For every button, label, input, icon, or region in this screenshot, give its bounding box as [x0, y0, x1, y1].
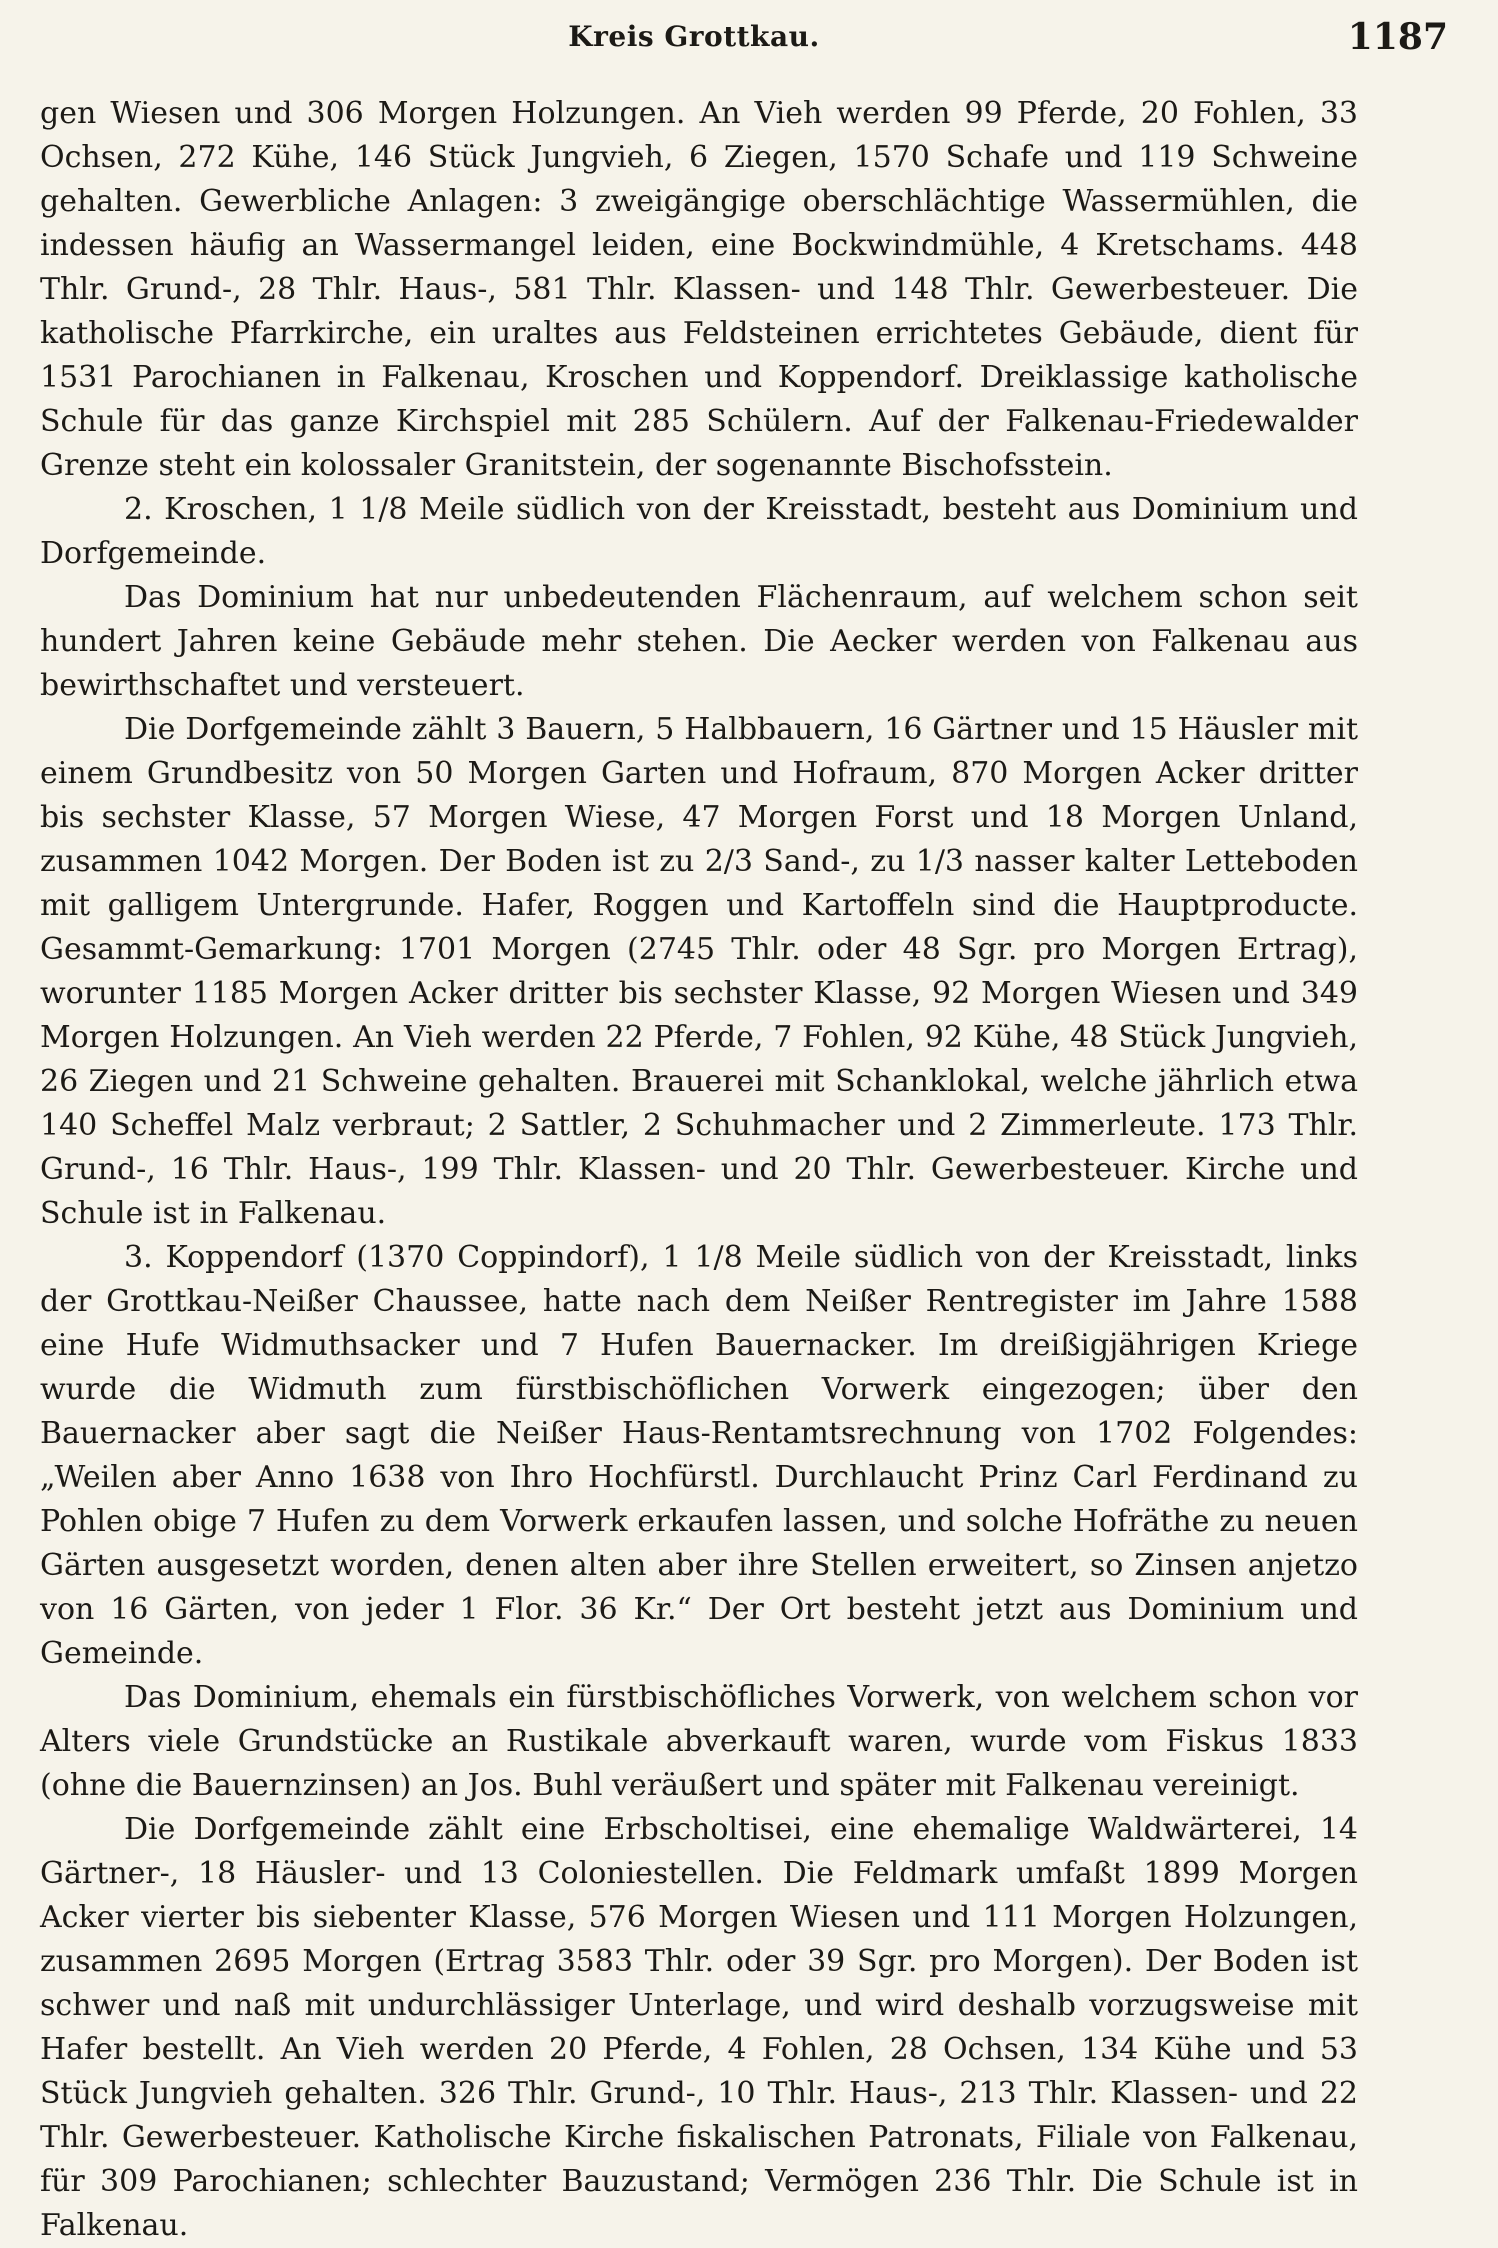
paragraph-koppendorf-intro: 3. Koppendorf (1370 Coppindorf), 1 1/8 Meile südlich von der Kreisstadt, links der Grottkau-Neißer Chaussee, hatte nach dem Neißer Rentregister im Jahre 1588 eine Hufe Widmuthsacker und 7 Hufen Bauernacker. Im dreißigjährigen Kriege wurde die Widmuth zum fürstbischöflichen Vorwerk eingezogen; über den Bauernacker aber sagt die Neißer Haus-Rentamtsrechnung von 1702 Folgendes: „Weilen aber Anno 1638 von Ihro Hochfürstl. Durchlaucht Prinz Carl Ferdinand zu Pohlen obige 7 Hufen zu dem Vorwerk erkaufen lassen, und solche Hofräthe zu neuen Gärten ausgesetzt worden, denen alten aber ihre Stellen erweitert, so Zinsen anjetzo von 16 Gärten, von jeder 1 Flor. 36 Kr.“ Der Ort besteht jetzt aus Dominium und Gemeinde. — [40, 1240, 1358, 1671]
body-text — [40, 92, 1358, 2248]
paragraph-falkenau-continued: gen Wiesen und 306 Morgen Holzungen. An Vieh werden 99 Pferde, 20 Fohlen, 33 Ochsen, 272 Kühe, 146 Stück Jungvieh, 6 Ziegen, 1570 Schafe und 119 Schweine gehalten. Gewerbliche Anlagen: 3 zweigängige oberschlächtige Wassermühlen, die indessen häufig an Wassermangel leiden, eine Bockwindmühle, 4 Kretschams. 448 Thlr. Grund-, 28 Thlr. Haus-, 581 Thlr. Klassen- und 148 Thlr. Gewerbesteuer. Die katholische Pfarrkirche, ein uraltes aus Feldsteinen errichtetes Gebäude, dient für 1531 Parochianen in Falkenau, Kroschen und Koppendorf. Dreiklassige katholische Schule für das ganze Kirchspiel mit 285 Schülern. Auf der Falkenau-Friedewalder Grenze steht ein kolossaler Granitstein, der sogenannte Bischofsstein. — [40, 96, 1358, 483]
paragraph-koppendorf-dominium: Das Dominium, ehemals ein fürstbischöfliches Vorwerk, von welchem schon vor Alters viele Grundstücke an Rustikale abverkauft waren, wurde vom Fiskus 1833 (ohne die Bauernzinsen) an Jos. Buhl veräußert und später mit Falkenau vereinigt. — [40, 1680, 1358, 1803]
paragraph-koppendorf-dorfgemeinde: Die Dorfgemeinde zählt eine Erbscholtisei, eine ehemalige Waldwärterei, 14 Gärtner-, 18 Häusler- und 13 Coloniestellen. Die Feldmark umfaßt 1899 Morgen Acker vierter bis siebenter Klasse, 576 Morgen Wiesen und 111 Morgen Holzungen, zusammen 2695 Morgen (Ertrag 3583 Thlr. oder 39 Sgr. pro Morgen). Der Boden ist schwer und naß mit undurchlässiger Unterlage, und wird deshalb vorzugsweise mit Hafer bestellt. An Vieh werden 20 Pferde, 4 Fohlen, 28 Ochsen, 134 Kühe und 53 Stück Jungvieh gehalten. 326 Thlr. Grund-, 10 Thlr. Haus-, 213 Thlr. Klassen- und 22 Thlr. Gewerbesteuer. Katholische Kirche fiskalischen Patronats, Filiale von Falkenau, für 309 Parochianen; schlechter Bauzustand; Vermögen 236 Thlr. Die Schule ist in Falkenau. — [40, 1812, 1358, 2243]
paragraph-kroschen-dorfgemeinde: Die Dorfgemeinde zählt 3 Bauern, 5 Halbbauern, 16 Gärtner und 15 Häusler mit einem Grundbesitz von 50 Morgen Garten und Hofraum, 870 Morgen Acker dritter bis sechster Klasse, 57 Morgen Wiese, 47 Morgen Forst und 18 Morgen Unland, zusammen 1042 Morgen. Der Boden ist zu 2/3 Sand-, zu 1/3 nasser kalter Letteboden mit galligem Untergrunde. Hafer, Roggen und Kartoffeln sind die Hauptproducte. Gesammt-Gemarkung: 1701 Morgen (2745 Thlr. oder 48 Sgr. pro Morgen Ertrag), worunter 1185 Morgen Acker dritter bis sechster Klasse, 92 Morgen Wiesen und 349 Morgen Holzungen. An Vieh werden 22 Pferde, 7 Fohlen, 92 Kühe, 48 Stück Jungvieh, 26 Ziegen und 21 Schweine gehalten. Brauerei mit Schanklokal, welche jährlich etwa 140 Scheffel Malz verbraut; 2 Sattler, 2 Schuhmacher und 2 Zimmerleute. 173 Thlr. Grund-, 16 Thlr. Haus-, 199 Thlr. Klassen- und 20 Thlr. Gewerbesteuer. Kirche und Schule ist in Falkenau. — [40, 712, 1358, 1231]
paragraph-kroschen-intro: 2. Kroschen, 1 1/8 Meile südlich von der Kreisstadt, besteht aus Dominium und Dorfgemeinde. — [40, 492, 1358, 571]
running-head: Kreis Grottkau. — [568, 20, 820, 53]
page-header — [40, 16, 1448, 60]
paragraph-kroschen-dominium: Das Dominium hat nur unbedeutenden Flächenraum, auf welchem schon seit hundert Jahren keine Gebäude mehr stehen. Die Aecker werden von Falkenau aus bewirthschaftet und versteuert. — [40, 580, 1358, 703]
page-number: 1187 — [1347, 16, 1448, 58]
